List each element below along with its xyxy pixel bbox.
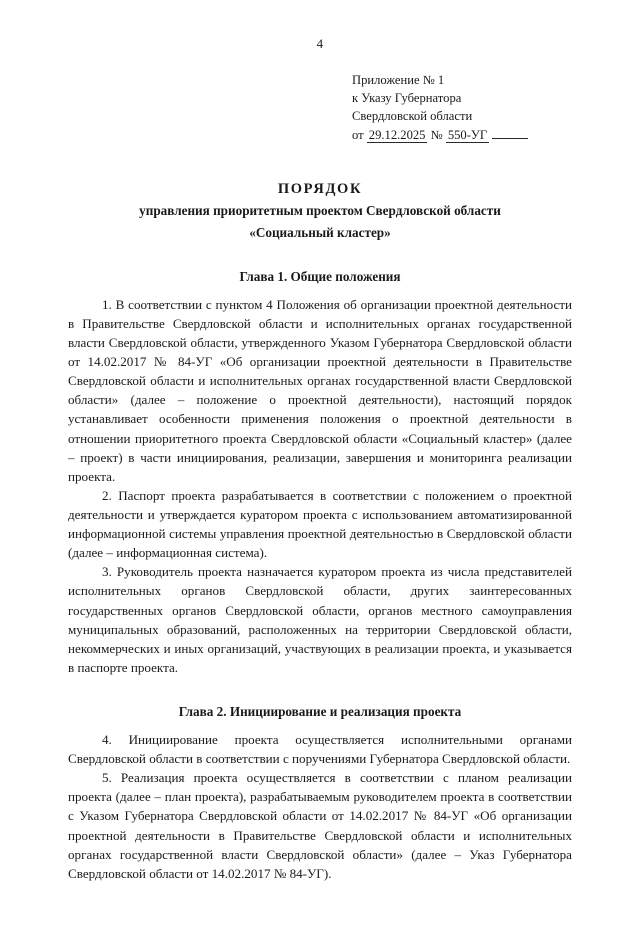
page-number: 4 — [316, 36, 324, 51]
chapter-2-paragraph-1: 4. Инициирование проекта осуществляется исполнительными органами Свердловской области в соответствии с поручениями Губернатора Свердловской области. — [68, 731, 572, 767]
document-subtitle-line-2: «Социальный кластер» — [249, 224, 391, 240]
chapter-1-paragraph-2: 2. Паспорт проекта разрабатывается в соответствии с положением о проектной деятельности и утверждается куратором проекта с использованием автоматизированной информационной системы управления проектной деятельностью в Свердловской области (далее – информационная система). — [68, 487, 572, 561]
chapter-1-heading: Глава 1. Общие положения — [239, 268, 401, 284]
blank-underline — [492, 138, 528, 139]
document-subtitle-line-1: управления приоритетным проектом Свердловской области — [139, 202, 501, 218]
date-label: от — [352, 127, 364, 142]
chapter-2-heading: Глава 2. Инициирование и реализация проекта — [178, 703, 462, 719]
number-value: 550-УГ — [447, 127, 488, 142]
appendix-reference-block — [352, 72, 600, 145]
chapter-1-paragraph-1: 1. В соответствии с пунктом 4 Положения об организации проектной деятельности в Правительстве Свердловской области и исполнительных органах государственной власти Свердловской области, утвержденного Указом Губернатора Свердловской области от 14.02.2017 № 84-УГ «Об организации проектной деятельности в Правительстве Свердловской области и исполнительных органах государственной власти Свердловской области» (далее – положение о проектной деятельности), настоящий порядок устанавливает особенности применения положения о проектной деятельности в отношении приоритетного проекта Свердловской области «Социальный кластер» (далее – проект) в части инициирования, реализации, завершения и мониторинга реализации проекта. — [68, 296, 572, 484]
number-label: № — [430, 127, 443, 142]
appendix-date-line — [352, 127, 600, 145]
document-page — [0, 36, 640, 941]
document-title: ПОРЯДОК — [277, 180, 363, 197]
chapter-1-paragraph-3: 3. Руководитель проекта назначается куратором проекта из числа представителей исполнительных органов Свердловской области, других заинтересованных государственных органов Свердловской области, органов местного самоуправления муниципальных образований, расположенных на территории Свердловской области, некоммерческих и иных организаций, участвующих в реализации проекта, и указывается в паспорте проекта. — [68, 564, 572, 675]
date-value: 29.12.2025 — [368, 127, 426, 142]
appendix-line-1: Приложение № 1 — [352, 73, 445, 87]
document-body — [68, 181, 572, 883]
chapter-2-paragraph-2: 5. Реализация проекта осуществляется в соответствии с планом реализации проекта (далее – план проекта), разрабатываемым руководителем проекта в соответствии с Указом Губернатора Свердловской области от 14.02.2017 № 84-УГ «Об организации проектной деятельности в Правительстве Свердловской области и исполнительных органах государственной власти Свердловской области» (далее – Указ Губернатора Свердловской области от 14.02.2017 № 84-УГ). — [68, 770, 572, 881]
appendix-line-3: Свердловской области — [352, 108, 473, 123]
appendix-line-2: к Указу Губернатора — [352, 90, 462, 105]
